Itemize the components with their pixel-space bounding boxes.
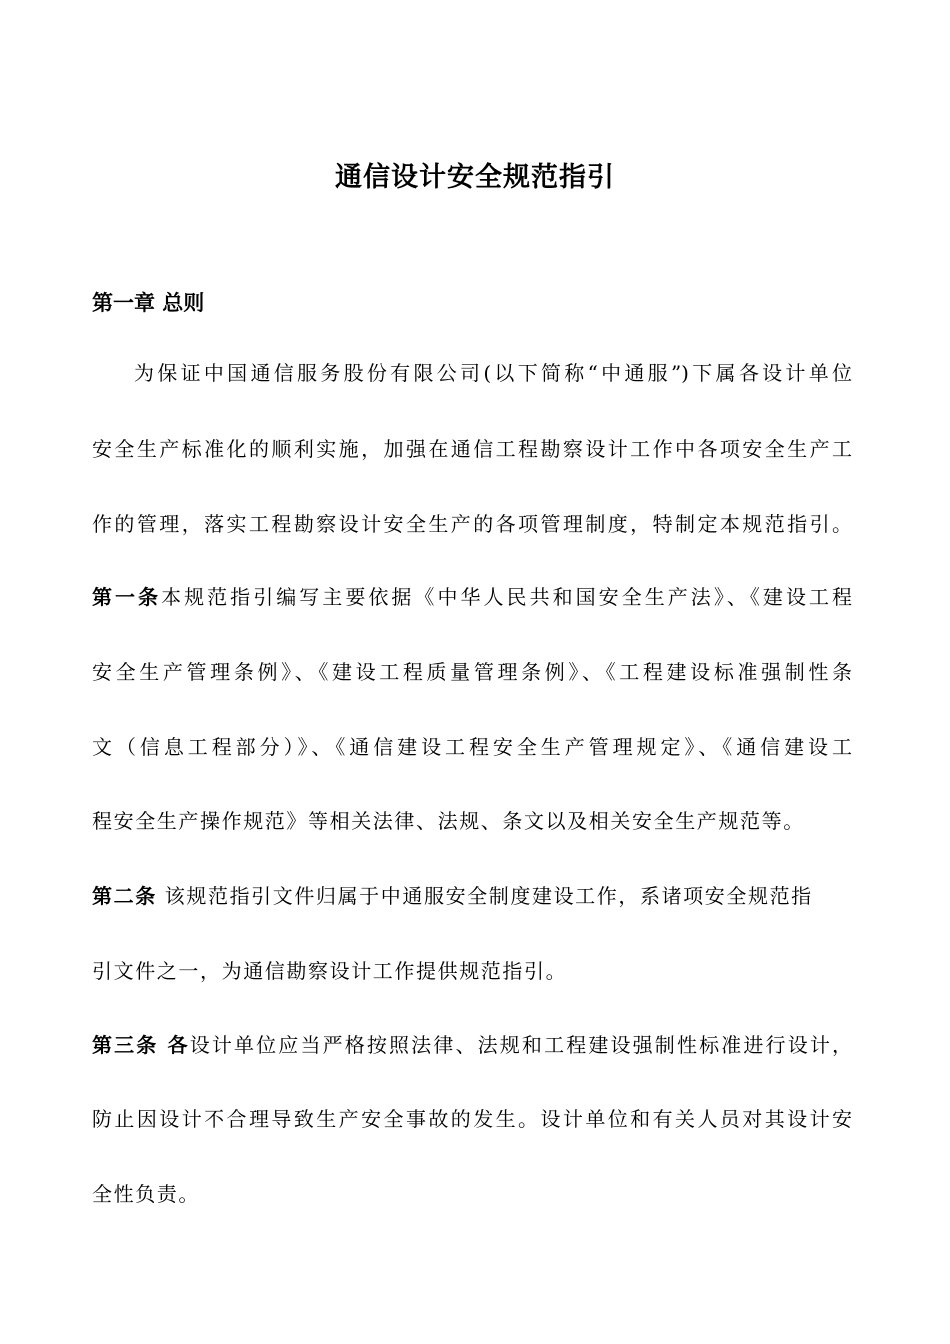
intro-line-2: 安全生产标准化的顺利实施，加强在通信工程勘察设计工作中各项安全生产工 <box>92 437 852 461</box>
article-3-line-3: 全性负责。 <box>92 1182 200 1206</box>
article-1-label: 第一条 <box>92 585 162 609</box>
article-3-line-2: 防止因设计不合理导致生产安全事故的发生。设计单位和有关人员对其设计安 <box>92 1107 852 1131</box>
article-2-line-1 <box>92 878 852 914</box>
article-1-text: 本规范指引编写主要依据《中华人民共和国安全生产法》、《建设工程 <box>161 585 853 609</box>
article-2-label: 第二条 <box>92 884 157 908</box>
article-3-text: 设计单位应当严格按照法律、法规和工程建设强制性标准进行设计， <box>189 1033 852 1057</box>
article-1-line-4: 程安全生产操作规范》等相关法律、法规、条文以及相关安全生产规范等。 <box>92 809 805 833</box>
intro-line-1: 为保证中国通信服务股份有限公司(以下简称“中通服”)下属各设计单位 <box>134 361 852 385</box>
article-3-line-1 <box>92 1027 852 1063</box>
article-2-text: 该规范指引文件归属于中通服安全制度建设工作，系诸项安全规范指 <box>156 884 813 908</box>
article-1-line-1 <box>92 579 852 615</box>
article-2-line-2: 引文件之一，为通信勘察设计工作提供规范指引。 <box>92 959 568 983</box>
article-1-line-3: 文（信息工程部分）》、《通信建设工程安全生产管理规定》、《通信建设工 <box>92 735 852 759</box>
chapter-heading: 第一章 总则 <box>92 291 205 315</box>
article-3-label: 第三条 各 <box>92 1033 190 1057</box>
article-1-line-2: 安全生产管理条例》、《建设工程质量管理条例》、《工程建设标准强制性条 <box>92 660 852 684</box>
document-title: 通信设计安全规范指引 <box>335 162 615 193</box>
intro-line-3: 作的管理，落实工程勘察设计安全生产的各项管理制度，特制定本规范指引。 <box>92 512 852 536</box>
